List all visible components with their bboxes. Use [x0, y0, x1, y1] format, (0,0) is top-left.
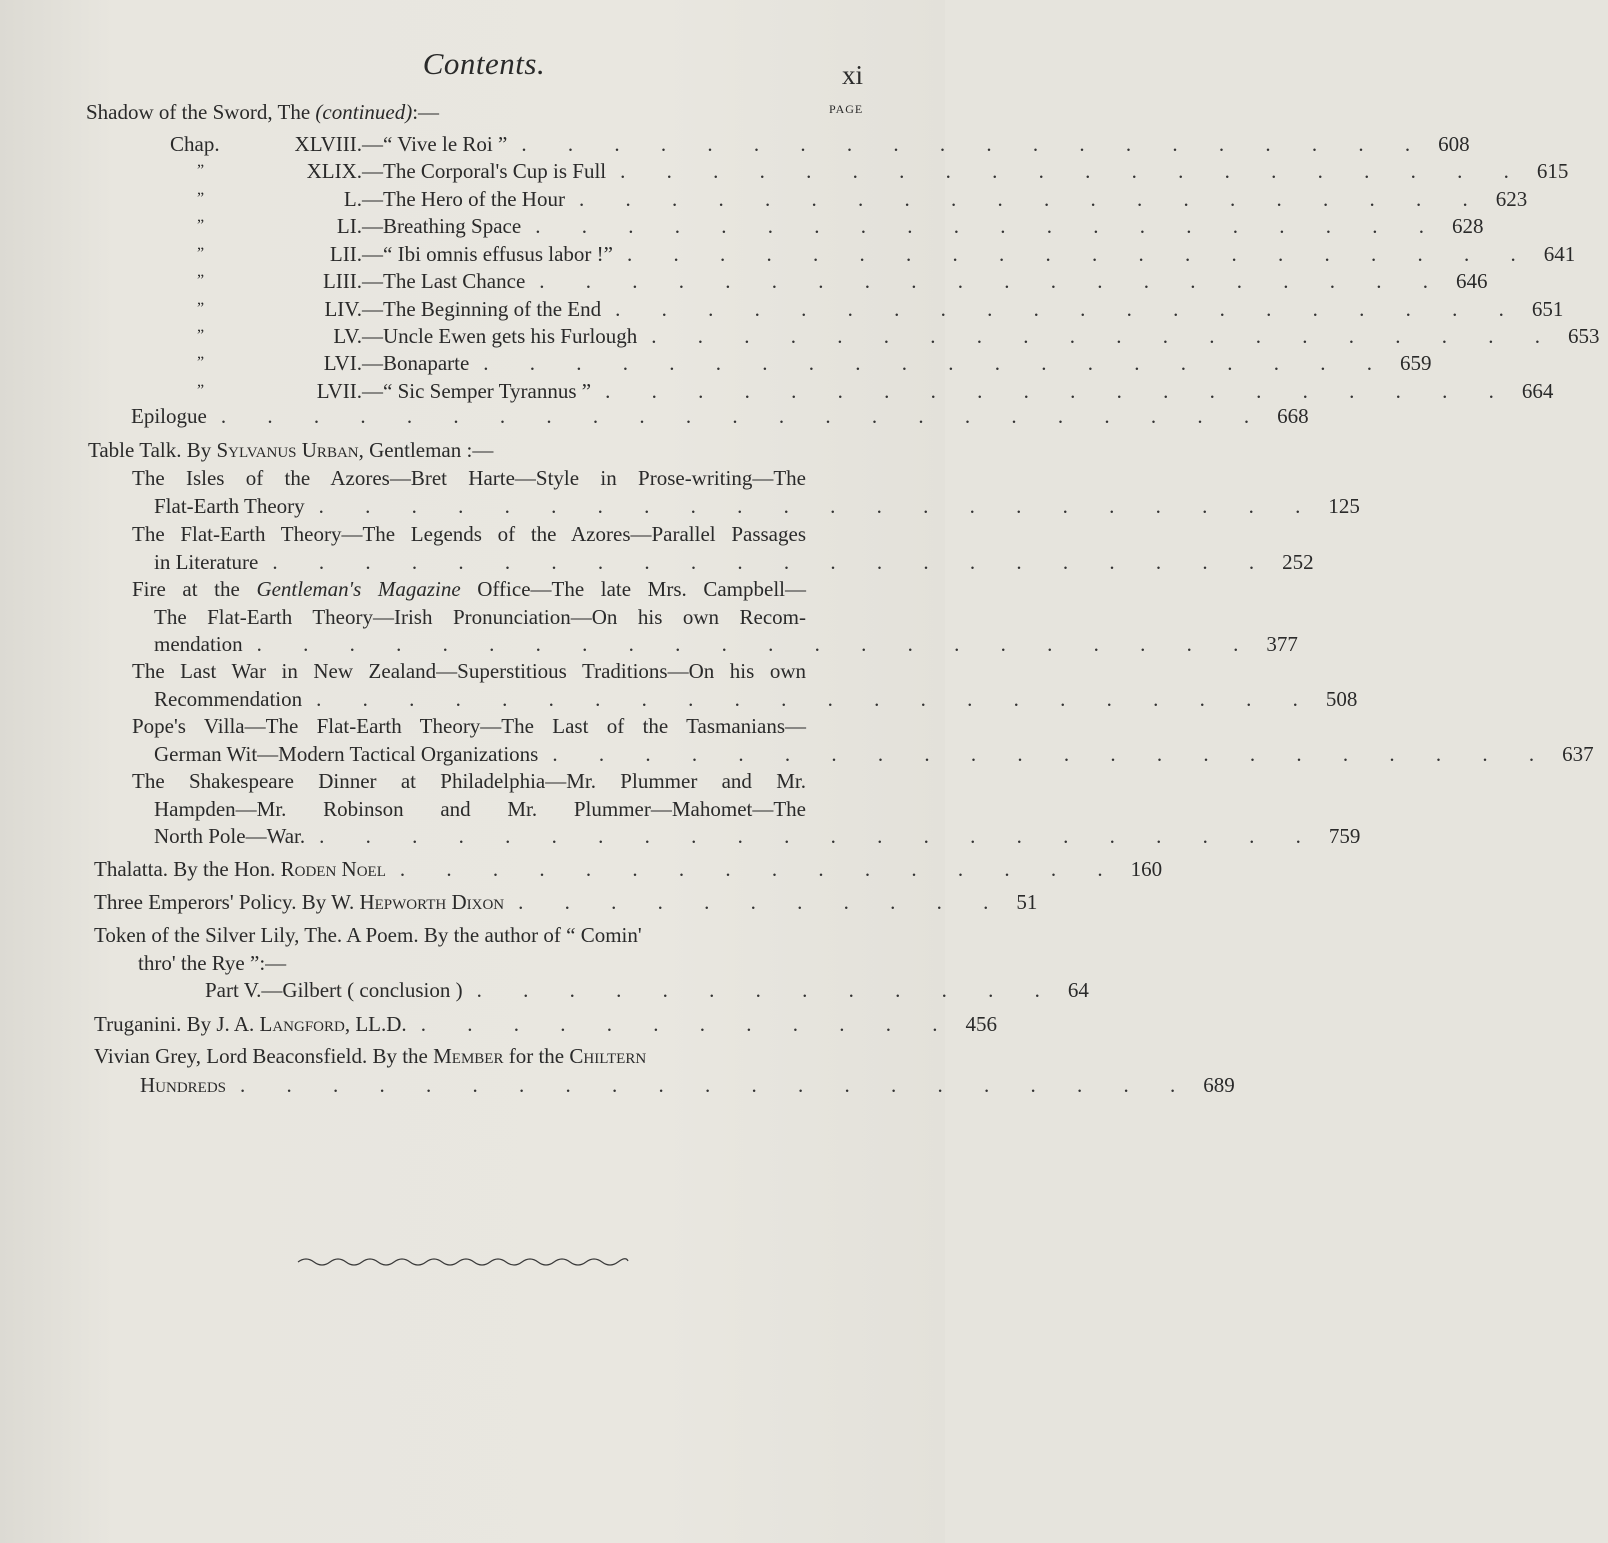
- chap-label: Chap.: [170, 132, 220, 156]
- entry-text: [154, 630, 243, 658]
- toc-page: 160: [1130, 857, 1163, 881]
- page-column-label: PAGE: [829, 102, 864, 116]
- entry-text: Vivian Grey, Lord Beaconsfield. By the: [94, 1044, 434, 1068]
- entry-text: [154, 603, 806, 631]
- chapter-title: —“ Sic Semper Tyrannus ”: [362, 379, 592, 403]
- entry-segment: Recommendation: [154, 686, 303, 711]
- dot-leader: . . . . . . . . . . . . . . . .: [399, 857, 1121, 881]
- toc-page: 51: [1016, 890, 1038, 914]
- chapter-title: —“ Ibi omnis effusus labor !”: [362, 242, 613, 266]
- toc-row-chapter: [0, 322, 1600, 350]
- table-talk-line: [132, 657, 806, 685]
- entry-segment: The Flat-Earth Theory—Irish Pronunciation—On his own Recom-: [154, 604, 806, 629]
- dot-leader: . . . . . . . . . . . . . . . . . . . . . .: [552, 741, 1553, 766]
- entry-text: , LL.D.: [344, 1012, 407, 1036]
- chapter-number: LIV.: [324, 297, 362, 321]
- ditto-mark: ”: [197, 300, 205, 317]
- ditto-mark: ”: [197, 382, 205, 399]
- toc-row-emperors: [94, 888, 1038, 916]
- table-talk-line: [154, 548, 1314, 576]
- table-talk-line: [132, 767, 806, 795]
- tailpiece-ornament: [296, 1254, 630, 1268]
- chapter-number: XLVIII.: [294, 132, 362, 156]
- toc-row-chapter: [0, 185, 1528, 213]
- table-talk-line: [154, 685, 1358, 713]
- dot-leader: . . . . . . . . . . . . . . . . . . . . . .: [318, 493, 1319, 518]
- dot-leader: . . . . . . . . . . . . . . . . . . . .: [615, 297, 1522, 321]
- dot-leader: . . . . . . . . . . . . . . . . . . . .: [539, 269, 1447, 293]
- chapter-title: —Uncle Ewen gets his Furlough: [362, 324, 638, 348]
- ditto-mark: ”: [197, 190, 205, 207]
- toc-page: 608: [1438, 132, 1470, 156]
- dot-leader: . . . . . . . . . . . . . . . . . . . .: [605, 379, 1512, 403]
- dot-leader: . . . . . . . . . . . . . . . . . . . . . .: [316, 686, 1316, 711]
- toc-row-chapter: [0, 295, 1564, 323]
- author-name: Langford: [259, 1012, 345, 1036]
- ditto-mark: ”: [197, 354, 205, 371]
- entry-text: [154, 548, 258, 576]
- chapter-title: —“ Vive le Roi ”: [362, 132, 508, 156]
- entry-text: [154, 685, 302, 713]
- ditto-mark: ”: [197, 272, 205, 289]
- toc-page: 664: [1521, 379, 1554, 403]
- magazine-title: Gentleman's Magazine: [256, 577, 461, 601]
- entry-title: Table Talk. By: [88, 438, 217, 462]
- toc-row-chapter: [0, 377, 1554, 405]
- dot-leader: . . . . . . . . . . . . . . . . . . . .: [521, 132, 1429, 156]
- running-title: Contents.: [422, 46, 546, 81]
- toc-page: 651: [1531, 297, 1564, 321]
- author-name: Member: [433, 1044, 504, 1068]
- entry-segment: Fire at the: [132, 577, 257, 601]
- dot-leader: . . . . . . . . . . . .: [420, 1012, 956, 1036]
- toc-page: 456: [965, 1012, 997, 1036]
- table-talk-line: [154, 740, 1594, 768]
- chapter-number: LV.: [333, 324, 362, 348]
- table-talk-line: [154, 822, 1361, 850]
- toc-row-chapter: [0, 157, 1569, 185]
- toc-page: 615: [1536, 159, 1569, 183]
- chapter-title: —The Beginning of the End: [362, 297, 602, 321]
- entry-heading-shadow: [86, 98, 439, 126]
- table-talk-line: [132, 575, 806, 603]
- toc-page: 759: [1328, 824, 1361, 848]
- dot-leader: . . . . . . . . . . . . . . . . . . . .: [535, 214, 1442, 238]
- toc-label: [94, 1042, 646, 1070]
- entry-segment: German Wit—Modern Tactical Organizations: [154, 741, 539, 766]
- entry-text: [132, 464, 806, 492]
- continued-note: (continued): [315, 100, 413, 124]
- toc-page: 653: [1568, 324, 1600, 348]
- toc-label: [94, 855, 386, 883]
- entry-segment: The Shakespeare Dinner at Philadelphia—Mr. Plummer and Mr.: [132, 769, 806, 793]
- chapter-number: LVI.: [323, 351, 362, 375]
- author-name: Hundreds: [140, 1073, 227, 1097]
- chapter-title: —Breathing Space: [362, 214, 522, 238]
- toc-page: 637: [1562, 741, 1594, 766]
- chapter-number: XLIX.: [306, 159, 362, 183]
- entry-text: Token of the Silver Lily, The. A Poem. By the author of “ Comin': [94, 923, 642, 947]
- entry-text: thro' the Rye ”:—: [138, 951, 287, 975]
- toc-row-chapter: [0, 349, 1432, 377]
- toc-row-thalatta: [94, 855, 1163, 883]
- dot-leader: . . . . . . . . . . . . . . . . . . . . .: [240, 1073, 1194, 1097]
- table-talk-line: [132, 520, 806, 548]
- ditto-mark: ”: [197, 217, 205, 234]
- ditto-mark: ”: [197, 245, 205, 262]
- toc-page: 125: [1328, 493, 1360, 518]
- toc-row-token: [94, 921, 807, 949]
- table-talk-line: [154, 630, 1298, 658]
- dot-leader: . . . . . . . . . . . . .: [476, 978, 1058, 1002]
- toc-page: 641: [1543, 242, 1576, 266]
- dot-leader: . . . . . . . . . . . . . . . . . . . .: [620, 159, 1527, 183]
- toc-page: 377: [1266, 632, 1298, 656]
- entry-text: [154, 740, 538, 768]
- entry-text: Part V.—Gilbert ( conclusion ): [205, 978, 463, 1002]
- entry-text: [154, 822, 305, 850]
- toc-row-token-cont: [138, 949, 286, 977]
- entry-text: [132, 657, 806, 685]
- toc-page: 508: [1325, 686, 1358, 711]
- toc-row-epilogue: [131, 402, 1309, 430]
- toc-row-vivian: [94, 1042, 807, 1070]
- toc-label: [94, 1010, 407, 1038]
- toc-page: 646: [1456, 269, 1488, 293]
- dot-leader: . . . . . . . . . . . . . . . . . . . .: [626, 242, 1534, 266]
- table-talk-line: [154, 603, 806, 631]
- author-name: Sylvanus Urban: [216, 438, 359, 462]
- entry-segment: Pope's Villa—The Flat-Earth Theory—The Last of the Tasmanians—: [132, 714, 806, 738]
- chapter-number: LI.: [336, 214, 362, 238]
- chapter-number: LII.: [329, 242, 362, 266]
- ditto-mark: ”: [197, 162, 205, 179]
- entry-text: [154, 492, 305, 520]
- table-talk-line: [132, 712, 806, 740]
- entry-title: Shadow of the Sword, The: [86, 100, 311, 124]
- entry-segment: Hampden—Mr. Robinson and Mr. Plummer—Mahomet—The: [154, 796, 806, 821]
- author-name: Roden Noel: [280, 857, 386, 881]
- chapter-number: L.: [343, 187, 362, 211]
- chapter-title: —Bonaparte: [362, 351, 470, 375]
- chapter-number: LIII.: [322, 269, 362, 293]
- entry-segment: The Last War in New Zealand—Superstitious Traditions—On his own: [132, 659, 806, 683]
- toc-row-chapter: [0, 240, 1576, 268]
- entry-text: Thalatta. By the Hon.: [94, 857, 281, 881]
- table-talk-line: [154, 492, 1360, 520]
- toc-row-chapter: [0, 130, 1470, 158]
- toc-page: 252: [1282, 549, 1314, 574]
- entry-tail: , Gentleman :—: [358, 438, 494, 462]
- entry-segment: in Literature: [154, 549, 259, 574]
- toc-row-chapter: [0, 212, 1484, 240]
- dot-leader: . . . . . . . . . . . . . . . . . . . . . .: [256, 632, 1257, 656]
- entry-text: Truganini. By J. A.: [94, 1012, 260, 1036]
- entry-segment: Flat-Earth Theory: [154, 493, 305, 518]
- page-number: xi: [842, 60, 864, 90]
- entry-text: for the: [503, 1044, 570, 1068]
- dot-leader: . . . . . . . . . . . . . . . . . . . .: [651, 324, 1559, 348]
- dot-leader: . . . . . . . . . . . . . . . . . . . . . .: [272, 549, 1273, 574]
- entry-heading-table-talk: [88, 436, 493, 464]
- table-talk-line: [132, 464, 806, 492]
- entry-text: [132, 520, 806, 548]
- dot-leader: . . . . . . . . . . . . . . . . . . . . . .: [319, 824, 1319, 848]
- chapter-number: LVII.: [316, 379, 362, 403]
- dot-leader: . . . . . . . . . . . . . . . . . . . .: [483, 351, 1391, 375]
- table-talk-line: [154, 795, 806, 823]
- toc-page: 689: [1203, 1073, 1235, 1097]
- entry-text: [132, 712, 806, 740]
- toc-page: 623: [1495, 187, 1528, 211]
- toc-page: 659: [1400, 351, 1432, 375]
- toc-page: 668: [1277, 404, 1309, 428]
- dot-leader: . . . . . . . . . . . . . . . . . . . .: [578, 187, 1486, 211]
- entry-text: [154, 795, 806, 823]
- toc-page: 64: [1067, 978, 1089, 1002]
- chapter-title: —The Hero of the Hour: [362, 187, 565, 211]
- entry-text: [132, 767, 806, 795]
- toc-row-truganini: [94, 1010, 997, 1038]
- toc-label: [94, 888, 504, 916]
- ditto-mark: ”: [197, 327, 205, 344]
- entry-segment: North Pole—War.: [154, 824, 306, 848]
- author-name: Chiltern: [569, 1044, 647, 1068]
- entry-text: [132, 575, 806, 603]
- toc-row-chapter: [0, 267, 1488, 295]
- entry-text: Three Emperors' Policy. By W.: [94, 890, 360, 914]
- entry-segment: The Flat-Earth Theory—The Legends of the Azores—Parallel Passages: [132, 522, 806, 546]
- entry-segment: Office—The late Mrs. Campbell—: [460, 577, 807, 601]
- chapter-title: —The Last Chance: [362, 269, 526, 293]
- toc-label: Epilogue: [131, 404, 207, 428]
- dot-leader: . . . . . . . . . . . . . . . . . . . . . . .: [220, 404, 1268, 428]
- entry-tail: :—: [412, 100, 440, 124]
- toc-row-vivian-cont: [140, 1071, 1235, 1099]
- entry-segment: mendation: [154, 632, 243, 656]
- chapter-title: —The Corporal's Cup is Full: [362, 159, 607, 183]
- toc-row-token-part: [205, 976, 1089, 1004]
- entry-segment: The Isles of the Azores—Bret Harte—Style in Prose-writing—The: [132, 466, 806, 490]
- author-name: Hepworth Dixon: [359, 890, 505, 914]
- dot-leader: . . . . . . . . . . .: [518, 890, 1007, 914]
- toc-page: 628: [1451, 214, 1484, 238]
